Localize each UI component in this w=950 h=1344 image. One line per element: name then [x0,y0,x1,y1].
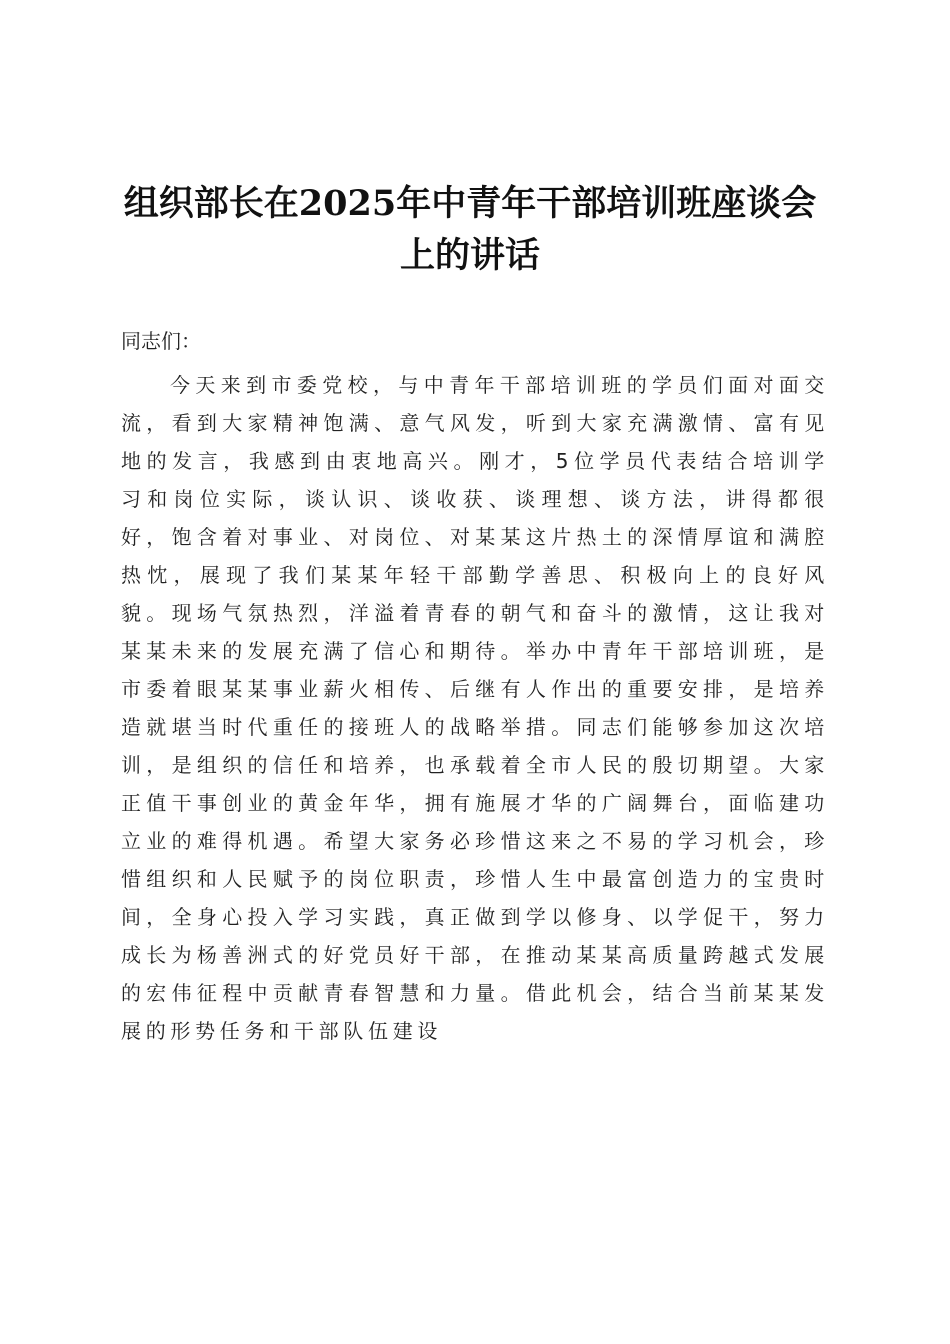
document-title: 组织部长在2025年中青年干部培训班座谈会上的讲话 [123,183,817,276]
salutation: 同志们： [121,329,201,353]
body-paragraph: 今天来到市委党校，与中青年干部培训班的学员们面对面交流，看到大家精神饱满、意气风发，听到大家充满激情、富有见地的发言，我感到由衷地高兴。刚才，5位学员代表结合培训学习和岗位实际，谈认识、谈收获、谈理想、谈方法，讲得都很好，饱含着对事业、对岗位、对某某这片热土的深情厚谊和满腔热忱，展现了我们某某年轻干部勤学善思、积极向上的良好风貌。现场气氛热烈，洋溢着青春的朝气和奋斗的激情，这让我对某某未来的发展充满了信心和期待。举办中青年干部培训班，是市委着眼某某事业薪火相传、后继有人作出的重要安排，是培养造就堪当时代重任的接班人的战略举措。同志们能够参加这次培训，是组织的信任和培养，也承载着全市人民的殷切期望。大家正值干事创业的黄金年华，拥有施展才华的广阔舞台，面临建功立业的难得机遇。希望大家务必珍惜这来之不易的学习机会，珍惜组织和人民赋予的岗位职责，珍惜人生中最富创造力的宝贵时间，全身心投入学习实践，真正做到学以修身、以学促干，努力成长为杨善洲式的好党员好干部，在推动某某高质量跨越式发展的宏伟征程中贡献青春智慧和力量。借此机会，结合当前某某发展的形势任务和干部队伍建设 [121,373,829,1043]
